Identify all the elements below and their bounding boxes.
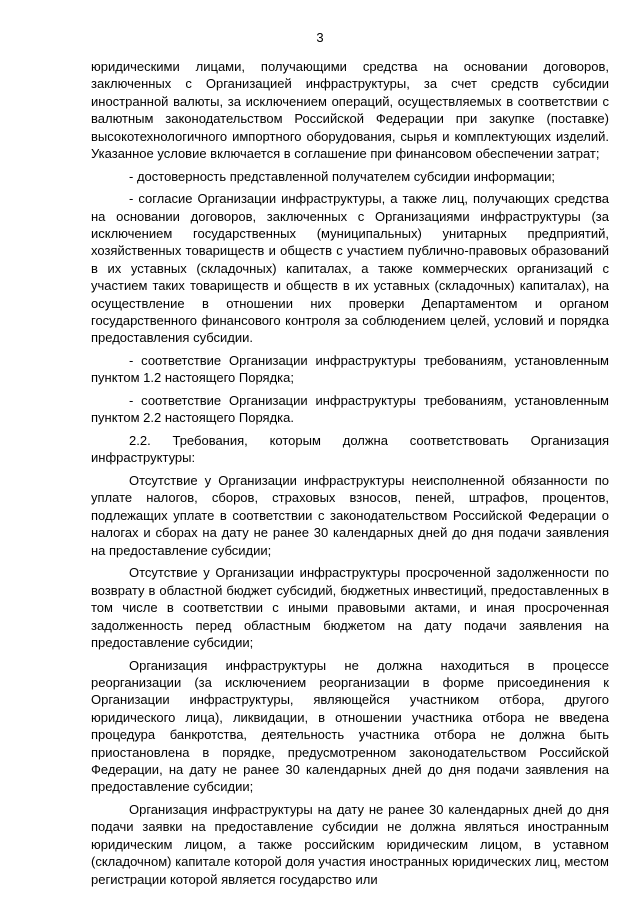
paragraph-tax-debt: Отсутствие у Организации инфраструктуры неисполненной обязанности по уплате налогов, сборов, страховых взносов, пеней, штрафов, процентов, подлежащих уплате в соответствии с законодательством Российской Федерации о налогах и сборах на дату не ранее 30 календарных дней до дня подачи заявления на предоставление субсидии; xyxy=(91,473,609,558)
paragraph-consent: - согласие Организации инфраструктуры, а также лиц, получающих средства на основании договоров, заключенных с Организациями инфраструктуры (за исключением государственных (муниципальных) унитарных предприятий, хозяйственных товариществ и обществ с участием публично-правовых образований в их уставных (складочных) капиталах, а также коммерческих организаций с участием таких товариществ и обществ в их уставных (складочных) капиталах), на осуществление в отношении них проверки Департаментом и органом государственного финансового контроля за соблюдением целей, условий и порядка предоставления субсидии. xyxy=(91,191,609,346)
section-heading-2-2: 2.2. Требования, которым должна соответствовать Организация инфраструктуры: xyxy=(91,433,609,466)
paragraph-compliance-1-2: - соответствие Организации инфраструктуры требованиям, установленным пунктом 1.2 настоящего Порядка; xyxy=(91,353,609,386)
paragraph-reliability: - достоверность представленной получателем субсидии информации; xyxy=(129,168,556,184)
paragraph-foreign-entity: Организация инфраструктуры на дату не ранее 30 календарных дней до дня подачи заявки на предоставление субсидии не должна являться иностранным юридическим лицом, а также российским юридическим лицом, в уставном (складочном) капитале которой доля участия иностранных юридических лиц, местом регистрации которой является государство или xyxy=(91,801,609,887)
page-number: 3 xyxy=(316,30,324,45)
paragraph-reorganization: Организация инфраструктуры не должна находиться в процессе реорганизации (за исключением реорганизации в форме присоединения к Организации инфраструктуры, являющейся участником отбора, другого юридического лица), ликвидации, в отношении участника отбора не введена процедура банкротства, деятельность участника отбора не должна быть приостановлена в порядке, предусмотренном законодательством Российской Федерации, на дату не ранее 30 календарных дней до дня подачи заявления на предоставление субсидии; xyxy=(91,657,609,795)
paragraph-continuation: юридическими лицами, получающими средства на основании договоров, заключенных с Организацией инфраструктуры, за счет средств субсидии иностранной валюты, за исключением операций, осуществляемых в соответствии с валютным законодательством Российской Федерации при закупке (поставке) высокотехнологичного импортного оборудования, сырья и комплектующих изделий. Указанное условие включается в соглашение при финансовом обеспечении затрат; xyxy=(91,59,609,162)
paragraph-overdue-debt: Отсутствие у Организации инфраструктуры просроченной задолженности по возврату в областной бюджет субсидий, бюджетных инвестиций, предоставленных в том числе в соответствии с иными правовыми актами, и иная просроченная задолженность перед областным бюджетом на дату подачи заявления на предоставление субсидии; xyxy=(91,565,609,650)
document-body xyxy=(91,58,609,893)
paragraph-compliance-2-2: - соответствие Организации инфраструктуры требованиям, установленным пунктом 2.2 настоящего Порядка. xyxy=(91,393,609,426)
